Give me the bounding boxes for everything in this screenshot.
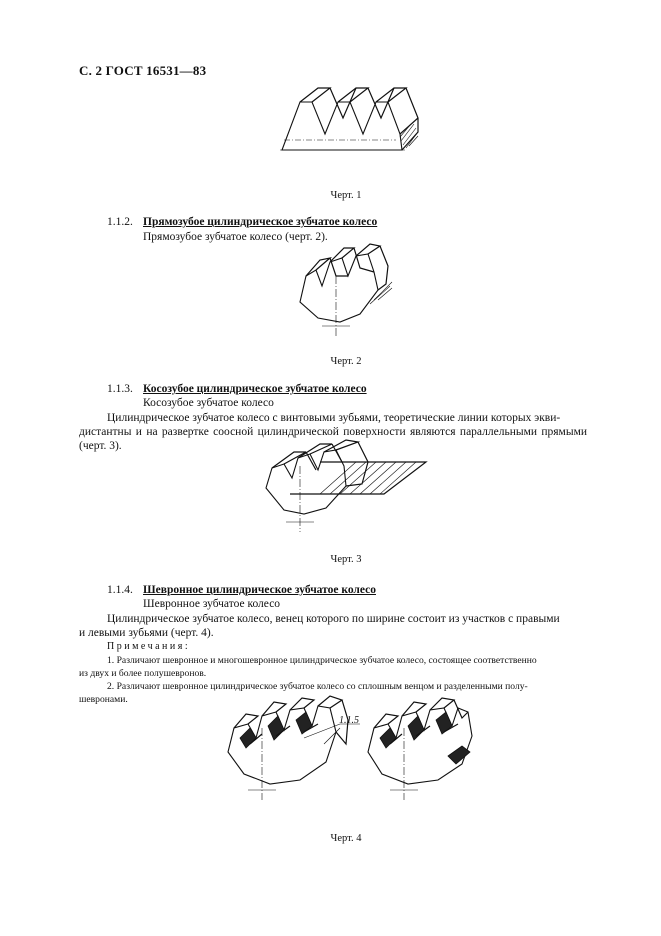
page-header: С. 2 ГОСТ 16531—83: [79, 63, 207, 78]
definition-line-1: Цилиндрическое зубчатое колесо, венец которого по ширине состоит из участков с правыми: [107, 613, 560, 625]
section-number: 1.1.3.: [107, 383, 133, 395]
definition-line-1: Цилиндрическое зубчатое колесо с винтовыми зубьями, теоретические линии которых экви-: [107, 412, 561, 424]
section-1-1-2-short-term: Прямозубое зубчатое колесо (черт. 2).: [143, 231, 328, 243]
definition-rest: дистантны и на развертке соосной цилиндрической поверхности являются параллельными прямыми (черт. 3).: [79, 426, 587, 452]
figure-1-caption: Черт. 1: [330, 190, 362, 201]
term-name: Шевронное цилиндрическое зубчатое колесо: [143, 584, 376, 596]
section-1-1-3-short-term: Косозубое зубчатое колесо: [143, 397, 274, 409]
term-name: Прямозубое цилиндрическое зубчатое колесо: [143, 216, 378, 228]
notes-heading: Примечания:: [107, 641, 191, 652]
definition-rest: и левыми зубьями (черт. 4).: [79, 627, 214, 639]
section-number: 1.1.4.: [107, 584, 133, 596]
term-name: Косозубое цилиндрическое зубчатое колесо: [143, 383, 367, 395]
section-number: 1.1.2.: [107, 216, 133, 228]
note-2-line-1: 2. Различают шевронное цилиндрическое зубчатое колесо со сплошным венцом и разделенными полу-: [107, 681, 528, 692]
figure-3-caption: Черт. 3: [330, 554, 362, 565]
figure-4-caption: Черт. 4: [330, 833, 362, 844]
note-2-rest: шевронами.: [79, 693, 128, 705]
section-1-1-4-short-term: Шевронное зубчатое колесо: [143, 598, 281, 610]
note-1-line-1: 1. Различают шевронное и многошевронное цилиндрическое зубчатое колесо, состоящее соответственно: [107, 655, 537, 666]
note-1-rest: из двух и более полушевронов.: [79, 667, 207, 679]
figure-2-caption: Черт. 2: [330, 356, 362, 367]
figure-4-callout-label: 1.1.5: [339, 715, 359, 726]
